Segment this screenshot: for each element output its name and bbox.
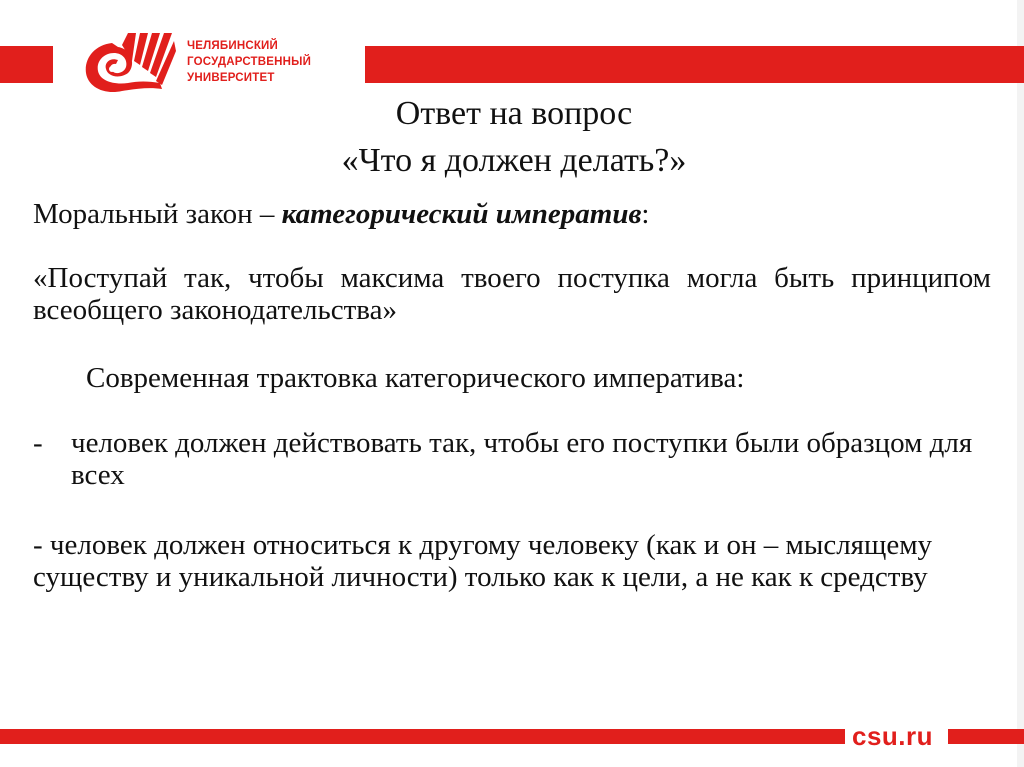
moral-law-statement: [33, 198, 991, 230]
university-name-line-3: УНИВЕРСИТЕТ: [187, 72, 275, 84]
slide-title-line-1: Ответ на вопрос: [395, 95, 633, 132]
moral-law-suffix: :: [641, 198, 650, 230]
footer-bar-left: [0, 729, 845, 744]
moral-law-prefix: Моральный закон –: [33, 198, 282, 230]
header-bar-left: [0, 46, 53, 83]
list-item: [33, 427, 991, 491]
slide-title-line-2: «Что я должен делать?»: [341, 142, 687, 179]
modern-interpretation-heading: Современная трактовка категорического императива:: [86, 362, 745, 394]
university-name: [187, 38, 311, 86]
slide-title: [0, 90, 1024, 184]
site-link[interactable]: csu.ru: [852, 721, 934, 751]
header-bar-right: [365, 46, 1024, 83]
footer-bar-right: [948, 729, 1024, 744]
university-name-line-2: ГОСУДАРСТВЕННЫЙ: [187, 56, 312, 68]
university-name-line-1: ЧЕЛЯБИНСКИЙ: [187, 40, 278, 52]
bullet-dash: -: [33, 427, 43, 459]
categorical-imperative-term: категорический императив: [281, 198, 642, 230]
spiral-shell-logo-icon: [82, 31, 178, 95]
list-item: - человек должен относиться к другому человеку (как и он – мыслящему существу и уникальной личности) только как к цели, а не как к средству: [33, 529, 933, 593]
list-item-text: человек должен действовать так, чтобы его поступки были образцом для всех: [71, 427, 973, 491]
imperative-quote: «Поступай так, чтобы максима твоего поступка могла быть принципом всеобщего законодательства»: [33, 262, 991, 326]
